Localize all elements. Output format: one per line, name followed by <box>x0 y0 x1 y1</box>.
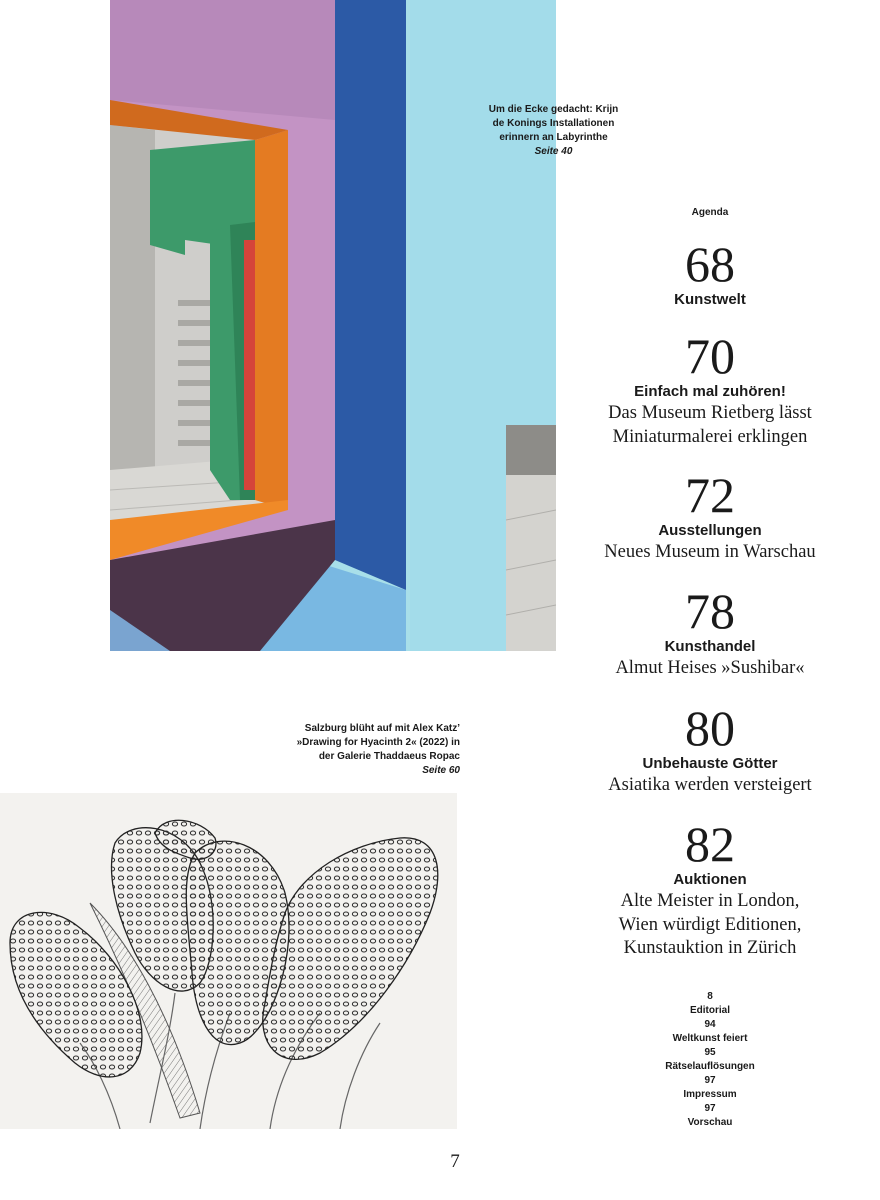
agenda-entry[interactable] <box>560 818 860 961</box>
entry-category: Auktionen <box>673 871 747 888</box>
hyacinth-drawing <box>0 793 457 1129</box>
agenda-entry[interactable] <box>560 585 860 681</box>
page-number: 7 <box>450 1151 460 1172</box>
entry-category: Unbehauste Götter <box>642 755 778 772</box>
bottom-photo-caption <box>280 722 460 778</box>
caption-page-ref[interactable]: Seite 40 <box>534 146 573 157</box>
caption-page-ref[interactable]: Seite 60 <box>422 765 460 776</box>
agenda-heading: Agenda <box>691 207 729 218</box>
extra-label[interactable]: Impressum <box>683 1089 737 1100</box>
caption-line: Salzburg blüht auf mit Alex Katz’ <box>304 723 460 734</box>
entry-category: Einfach mal zuhören! <box>634 383 786 400</box>
entry-category: Kunstwelt <box>674 291 746 308</box>
entry-description: Kunstauktion in Zürich <box>623 938 797 958</box>
extra-label[interactable]: Rätselauflösungen <box>665 1061 755 1072</box>
entry-page-number: 72 <box>685 467 735 523</box>
installation-photo <box>110 0 556 651</box>
agenda-entry[interactable] <box>560 469 860 565</box>
entry-description: Neues Museum in Warschau <box>604 542 816 562</box>
extra-page-number: 94 <box>704 1019 716 1030</box>
agenda-column <box>560 0 860 1200</box>
entry-description: Das Museum Rietberg lässt <box>608 403 812 423</box>
extra-page-number: 95 <box>704 1047 716 1058</box>
installation-illustration <box>110 0 556 651</box>
extra-label[interactable]: Vorschau <box>687 1117 733 1128</box>
agenda-entry[interactable] <box>560 330 860 449</box>
entry-page-number: 82 <box>685 816 735 872</box>
extra-page-number: 97 <box>704 1103 716 1114</box>
entry-page-number: 80 <box>685 700 735 756</box>
entry-description: Alte Meister in London, <box>620 891 800 911</box>
entry-description: Asiatika werden versteigert <box>608 775 812 795</box>
extra-label[interactable]: Editorial <box>689 1005 730 1016</box>
caption-line: de Konings Installationen <box>492 118 615 129</box>
entry-page-number: 68 <box>685 236 735 292</box>
caption-line: »Drawing for Hyacinth 2« (2022) in <box>296 737 460 748</box>
entry-description: Wien würdigt Editionen, <box>618 914 802 935</box>
entry-description: Almut Heises »Sushibar« <box>615 658 805 678</box>
agenda-entry[interactable] <box>560 238 860 310</box>
entry-category: Ausstellungen <box>658 522 762 539</box>
entry-description: Miniaturmalerei erklingen <box>612 426 808 447</box>
extra-label[interactable]: Weltkunst feiert <box>672 1033 748 1044</box>
caption-line: Um die Ecke gedacht: Krijn <box>488 104 619 115</box>
hyacinth-sketch-illustration <box>0 793 457 1129</box>
extra-page-number: 97 <box>704 1075 716 1086</box>
caption-line: erinnern an Labyrinthe <box>499 132 608 143</box>
extra-page-number: 8 <box>707 991 713 1002</box>
entry-page-number: 70 <box>685 328 735 384</box>
agenda-entry[interactable] <box>560 702 860 798</box>
entry-category: Kunsthandel <box>664 638 756 655</box>
entry-page-number: 78 <box>685 583 735 639</box>
caption-line: der Galerie Thaddaeus Ropac <box>318 751 460 762</box>
extras-list <box>560 990 860 1130</box>
